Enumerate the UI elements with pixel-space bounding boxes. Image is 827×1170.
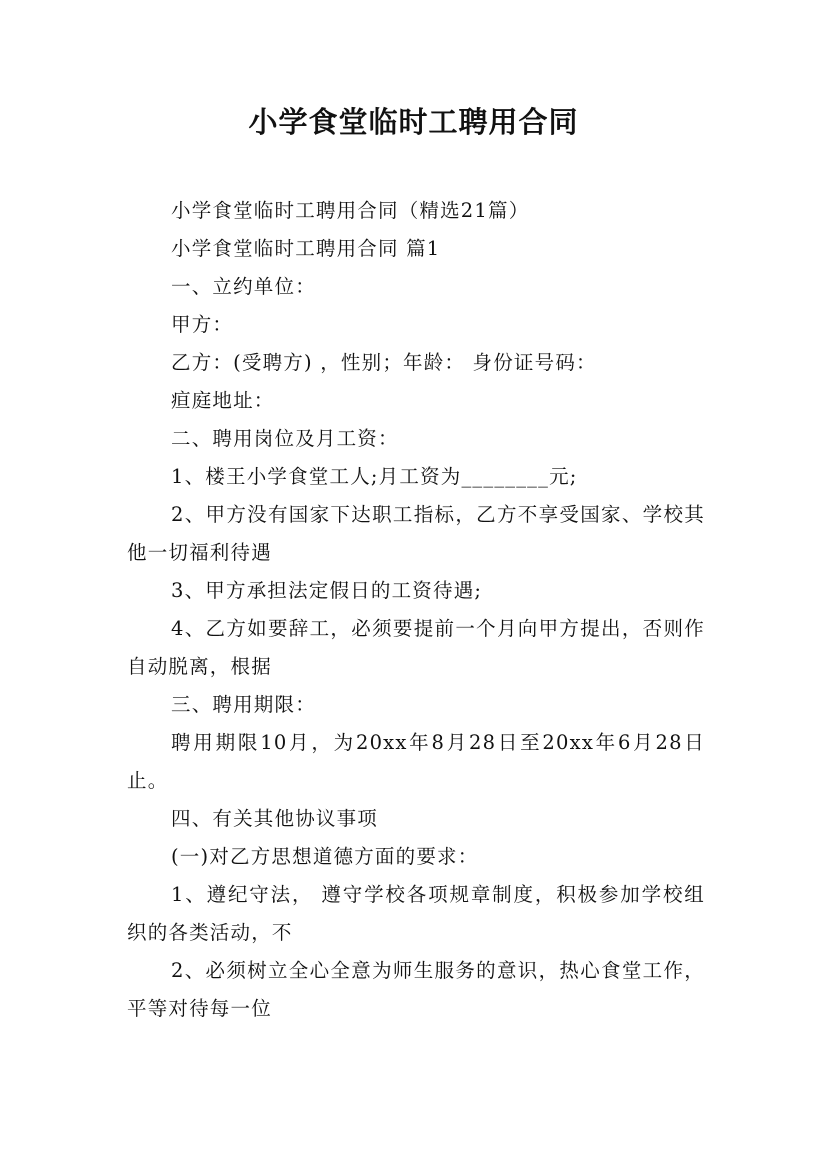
paragraph-intro: 小学食堂临时工聘用合同（精选21篇） (171, 199, 530, 222)
paragraph-other-heading: 四、有关其他协议事项 (171, 807, 379, 830)
paragraph-party-a: 甲方： (171, 313, 234, 336)
paragraph-moral-2: 2、必须树立全心全意为师生服务的意识，热心食堂工作，平等对待每一位 (127, 959, 705, 1020)
paragraph-section-heading: 小学食堂临时工聘用合同 篇1 (171, 237, 441, 260)
paragraph-position-heading: 二、聘用岗位及月工资： (171, 427, 399, 450)
paragraph-item-4: 4、乙方如要辞工，必须要提前一个月向甲方提出，否则作自动脱离，根据 (127, 617, 705, 678)
document-title: 小学食堂临时工聘用合同 (248, 105, 579, 139)
paragraph-party-b: 乙方：(受聘方) ，性别；年龄： 身份证号码： (171, 351, 597, 374)
document-body (127, 192, 705, 1028)
paragraph-parties-heading: 一、立约单位： (171, 275, 316, 298)
paragraph-item-2: 2、甲方没有国家下达职工指标，乙方不享受国家、学校其他一切福利待遇 (127, 503, 705, 564)
paragraph-address: 疸庭地址： (171, 389, 275, 412)
paragraph-term-detail: 聘用期限10月，为20xx年8月28日至20xx年6月28日止。 (127, 731, 705, 792)
paragraph-item-3: 3、甲方承担法定假日的工资待遇; (171, 579, 483, 602)
paragraph-term-heading: 三、聘用期限： (171, 693, 316, 716)
paragraph-moral-1: 1、遵纪守法， 遵守学校各项规章制度，积极参加学校组织的各类活动，不 (127, 883, 705, 944)
paragraph-moral-heading: (一)对乙方思想道德方面的要求： (171, 845, 479, 868)
paragraph-item-1: 1、楼王小学食堂工人;月工资为________元; (171, 465, 578, 488)
